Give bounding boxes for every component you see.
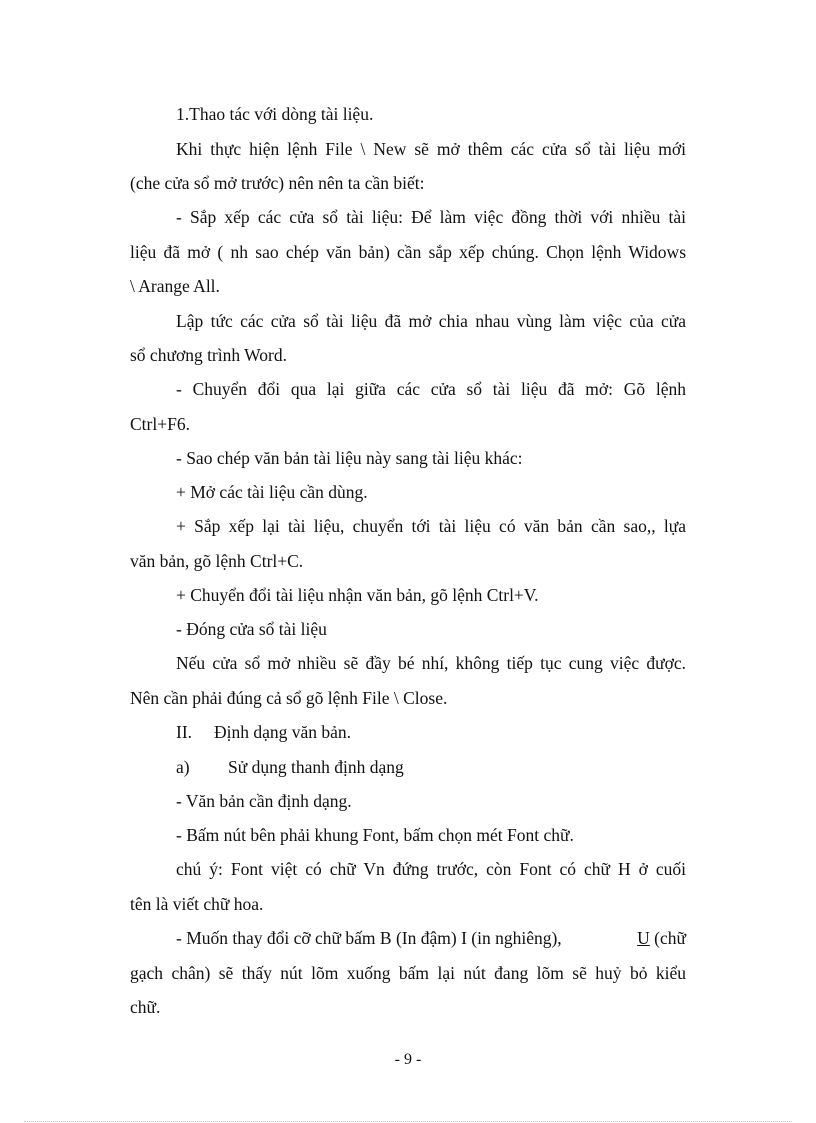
paragraph-line: sổ chương trình Word. — [130, 345, 287, 365]
paragraph-line: (che cửa sổ mở trước) nên nên ta cần biết: — [130, 173, 425, 193]
page-bottom-rule — [24, 1121, 792, 1122]
list-item-label: a) — [176, 757, 190, 777]
paragraph-line: Nếu cửa sổ mở nhiều sẽ đầy bé nhí, không tiếp tục cung việc được. — [176, 653, 686, 673]
page-number: - 9 - — [394, 1051, 422, 1068]
paragraph-line: Khi thực hiện lệnh File \ New sẽ mở thêm các cửa sổ tài liệu mới — [176, 139, 686, 159]
paragraph-line: - Văn bản cần định dạng. — [176, 791, 352, 811]
paragraph-line: - Sắp xếp các cửa sổ tài liệu: Để làm việc đồng thời với nhiều tài — [176, 207, 686, 227]
paragraph-line: - Chuyển đổi qua lại giữa các cửa sổ tài liệu đã mở: Gõ lệnh — [176, 379, 686, 399]
paragraph-line: - Đóng cửa sổ tài liệu — [176, 619, 327, 639]
heading-1: 1.Thao tác với dòng tài liệu. — [176, 104, 374, 124]
paragraph-line: tên là viết chữ hoa. — [130, 894, 264, 914]
paragraph-line: Nên cần phải đúng cả sổ gõ lệnh File \ Close. — [130, 688, 448, 708]
paragraph-line: chữ. — [130, 997, 161, 1017]
paragraph-line: + Mở các tài liệu cần dùng. — [176, 482, 368, 502]
paragraph-line: + Chuyển đổi tài liệu nhận văn bản, gõ lệnh Ctrl+V. — [176, 585, 539, 605]
paragraph-line: chú ý: Font việt có chữ Vn đứng trước, còn Font có chữ H ở cuối — [176, 859, 686, 879]
paragraph-line: - Bấm nút bên phải khung Font, bấm chọn mét Font chữ. — [176, 825, 574, 845]
paragraph-fragment: (chữ — [649, 928, 686, 948]
paragraph-line — [176, 926, 686, 950]
paragraph-line: + Sắp xếp lại tài liệu, chuyển tới tài liệu có văn bản cần sao,, lựa — [176, 516, 686, 536]
section-title: Định dạng văn bản. — [214, 722, 352, 742]
underlined-letter: U — [637, 928, 650, 948]
paragraph-line: - Sao chép văn bản tài liệu này sang tài liệu khác: — [176, 448, 523, 468]
paragraph-line: \ Arange All. — [130, 276, 220, 296]
section-number: II. — [176, 722, 193, 742]
paragraph-line: Ctrl+F6. — [130, 414, 190, 434]
paragraph-line: văn bản, gõ lệnh Ctrl+C. — [130, 551, 304, 571]
list-item-text: Sử dụng thanh định dạng — [228, 757, 404, 777]
paragraph-line: Lập tức các cửa sổ tài liệu đã mở chia nhau vùng làm việc của cửa — [176, 311, 686, 331]
paragraph-line: liệu đã mở ( nh sao chép văn bản) cần sắp xếp chúng. Chọn lệnh Widows — [130, 242, 686, 262]
paragraph-fragment: - Muốn thay đổi cỡ chữ bấm B (In đậm) I (in nghiêng), — [176, 928, 562, 948]
paragraph-line: gạch chân) sẽ thấy nút lõm xuống bấm lại nút đang lõm sẽ huỷ bỏ kiểu — [130, 963, 686, 983]
